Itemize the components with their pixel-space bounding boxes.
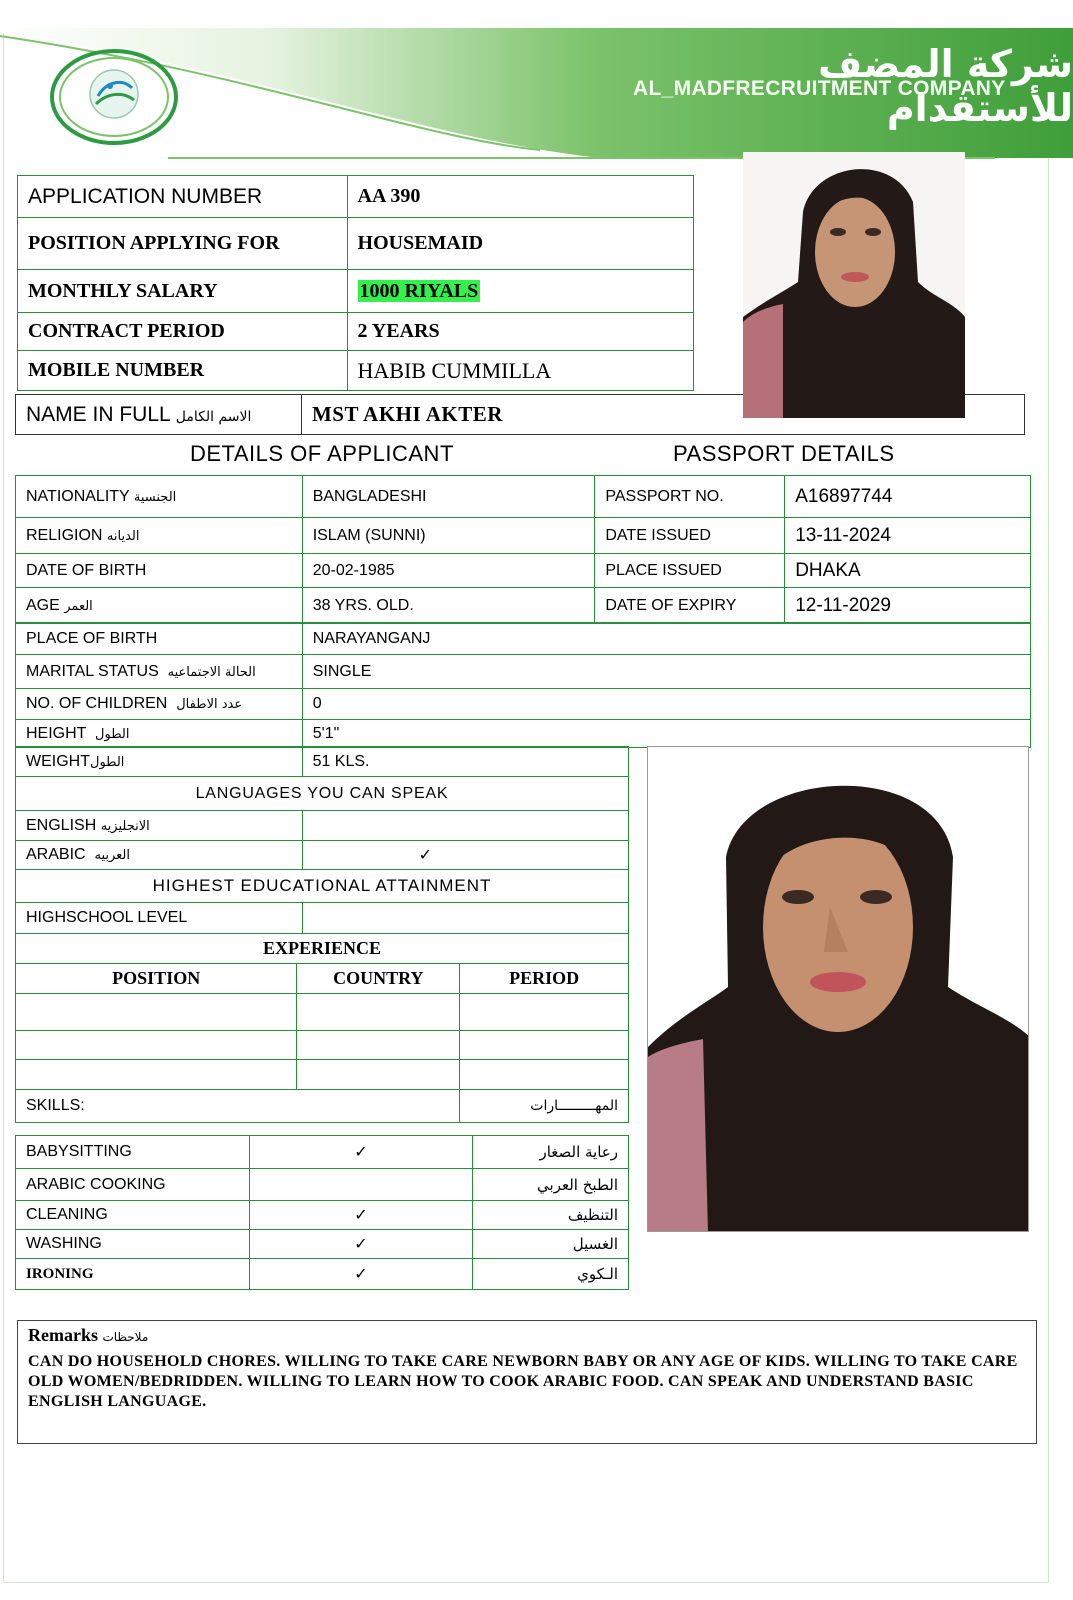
- value-salary: 1000 RIYALS: [359, 279, 479, 302]
- label-place-issued: PLACE ISSUED: [595, 554, 785, 588]
- label-dob: DATE OF BIRTH: [16, 554, 303, 588]
- top-info-table: [17, 175, 694, 391]
- table-row: [16, 518, 1031, 554]
- experience-title: EXPERIENCE: [16, 934, 629, 964]
- table-row: [16, 964, 629, 994]
- value-contract: 2 YEARS: [347, 313, 693, 351]
- label-weight: WEIGHT: [26, 752, 90, 770]
- details2-table: [15, 622, 1031, 748]
- remarks-title-ar: ملاحظات: [102, 1330, 149, 1344]
- table-row: [16, 554, 1031, 588]
- value-children: 0: [302, 689, 1030, 720]
- label-salary: MONTHLY SALARY: [18, 270, 348, 313]
- table-row: [16, 811, 629, 841]
- value-date-issued: 13-11-2024: [785, 518, 1031, 554]
- skills-label: SKILLS:: [16, 1090, 460, 1123]
- name-label-arabic: الاسم الكامل: [175, 408, 252, 425]
- details-passport-table: [15, 475, 1031, 624]
- table-row: [16, 1201, 629, 1230]
- label-age: AGE: [26, 596, 60, 614]
- skill-cleaning-check: ✓: [249, 1201, 473, 1230]
- label-nationality-ar: الجنسية: [133, 489, 177, 505]
- table-row: [16, 588, 1031, 624]
- header-line-right: [965, 157, 995, 159]
- name-value: MST AKHI AKTER: [301, 395, 1024, 435]
- remarks-text: CAN DO HOUSEHOLD CHORES. WILLING TO TAKE CARE NEWBORN BABY OR ANY AGE OF KIDS. WILLING TO TAKE CARE OLD WOMEN/BEDRIDDEN. WILLING TO LEARN HOW TO COOK ARABIC FOOD. CAN SPEAK AND UNDERSTAND BASIC ENGLISH LANGUAGE.: [28, 1353, 1018, 1410]
- table-row: [16, 994, 629, 1031]
- label-marital: MARITAL STATUS: [26, 662, 159, 680]
- table-row: [16, 476, 1031, 518]
- applicant-photo-small: [743, 152, 965, 418]
- table-row: [16, 934, 629, 964]
- table-row: [18, 313, 694, 351]
- name-label: NAME IN FULL: [26, 402, 170, 426]
- header-country: COUNTRY: [297, 964, 460, 994]
- label-nationality: NATIONALITY: [26, 487, 130, 505]
- table-row: [16, 1090, 629, 1123]
- education-title: HIGHEST EDUCATIONAL ATTAINMENT: [16, 870, 629, 903]
- value-application-number: AA 390: [347, 176, 693, 218]
- value-age: 38 YRS. OLD.: [302, 588, 595, 624]
- skill-babysitting-check: ✓: [249, 1136, 473, 1169]
- table-row: [16, 1259, 629, 1290]
- table-row: [16, 1169, 629, 1201]
- label-marital-ar: الحالة الاجتماعيه: [167, 664, 256, 680]
- skill-ironing-check: ✓: [249, 1259, 473, 1290]
- label-weight-ar: الطول: [90, 754, 125, 770]
- table-row: [16, 747, 629, 777]
- value-nationality: BANGLADESHI: [302, 476, 595, 518]
- table-row: [16, 841, 629, 870]
- table-row: [18, 270, 694, 313]
- value-height: 5'1": [302, 720, 1030, 748]
- skill-cleaning-ar: التنظيف: [473, 1201, 629, 1230]
- skill-cleaning: CLEANING: [16, 1201, 250, 1230]
- label-arabic-ar: العربيه: [94, 848, 130, 863]
- skills-label-ar: المهـــــــــارات: [460, 1090, 629, 1123]
- table-row: [16, 1136, 629, 1169]
- label-religion-ar: الديانه: [106, 528, 140, 544]
- label-date-expiry: DATE OF EXPIRY: [595, 588, 785, 624]
- label-height-ar: الطول: [95, 726, 130, 742]
- remarks-title: Remarks: [28, 1325, 98, 1345]
- skill-ironing: IRONING: [16, 1259, 250, 1290]
- table-row: [16, 1230, 629, 1259]
- name-label-cell: [16, 395, 302, 435]
- skill-arabic-cooking-check: [249, 1169, 473, 1201]
- languages-title: LANGUAGES YOU CAN SPEAK: [16, 777, 629, 811]
- label-contract: CONTRACT PERIOD: [18, 313, 348, 351]
- value-place-issued: DHAKA: [785, 554, 1031, 588]
- company-logo: [50, 48, 178, 146]
- table-row: [16, 903, 629, 934]
- check-english: [302, 811, 628, 841]
- table-row: [16, 689, 1031, 720]
- remarks-box: [17, 1320, 1037, 1444]
- skill-washing: WASHING: [16, 1230, 250, 1259]
- value-education: HIGHSCHOOL LEVEL: [16, 903, 303, 934]
- value-marital: SINGLE: [302, 655, 1030, 689]
- value-date-expiry: 12-11-2029: [785, 588, 1031, 624]
- table-row: [16, 655, 1031, 689]
- label-children: NO. OF CHILDREN: [26, 695, 168, 712]
- label-age-ar: العمر: [64, 598, 93, 614]
- label-english: ENGLISH: [26, 816, 97, 834]
- label-height: HEIGHT: [26, 724, 87, 742]
- label-religion: RELIGION: [26, 526, 103, 544]
- table-row: [16, 870, 629, 903]
- label-children-ar: عدد الاطفال: [176, 697, 243, 712]
- label-application-number: APPLICATION NUMBER: [18, 176, 348, 218]
- table-row: [16, 623, 1031, 655]
- skill-arabic-cooking-ar: الطبخ العربي: [473, 1169, 629, 1201]
- table-row: [18, 176, 694, 218]
- check-arabic: ✓: [302, 841, 628, 870]
- value-religion: ISLAM (SUNNI): [302, 518, 595, 554]
- skill-babysitting: BABYSITTING: [16, 1136, 250, 1169]
- experience-table: [15, 933, 629, 1123]
- section-title-applicant: DETAILS OF APPLICANT: [190, 441, 454, 466]
- label-place-of-birth: PLACE OF BIRTH: [16, 623, 303, 655]
- label-mobile: MOBILE NUMBER: [18, 351, 348, 391]
- skill-babysitting-ar: رعاية الصغار: [473, 1136, 629, 1169]
- skill-washing-check: ✓: [249, 1230, 473, 1259]
- value-mobile: HABIB CUMMILLA: [347, 351, 693, 391]
- value-weight: 51 KLS.: [302, 747, 628, 777]
- table-row: [18, 351, 694, 391]
- applicant-photo-large: [647, 746, 1029, 1232]
- header-line: [168, 157, 748, 159]
- skill-arabic-cooking: ARABIC COOKING: [16, 1169, 250, 1201]
- skills-table: [15, 1135, 629, 1290]
- header-period: PERIOD: [460, 964, 629, 994]
- skill-washing-ar: الغسيل: [473, 1230, 629, 1259]
- label-passport-no: PASSPORT NO.: [595, 476, 785, 518]
- label-date-issued: DATE ISSUED: [595, 518, 785, 554]
- value-dob: 20-02-1985: [302, 554, 595, 588]
- value-place-of-birth: NARAYANGANJ: [302, 623, 1030, 655]
- table-row: [16, 1060, 629, 1090]
- header-position: POSITION: [16, 964, 297, 994]
- label-arabic: ARABIC: [26, 846, 86, 863]
- table-row: [18, 218, 694, 270]
- table-row: [16, 777, 629, 811]
- table-row: [16, 720, 1031, 748]
- lower-left-table: [15, 746, 629, 934]
- table-row: [16, 1031, 629, 1060]
- label-position: POSITION APPLYING FOR: [18, 218, 348, 270]
- company-name-english: AL_MADFRECRUITMENT COMPANY: [633, 77, 1006, 100]
- skill-ironing-ar: الـكوي: [473, 1259, 629, 1290]
- company-name-arabic: شركة المضف للأستقدام: [818, 42, 1073, 130]
- value-passport-no: A16897744: [785, 476, 1031, 518]
- section-title-passport: PASSPORT DETAILS: [673, 441, 895, 466]
- label-english-ar: الانجليزيه: [100, 818, 150, 834]
- value-position: HOUSEMAID: [347, 218, 693, 270]
